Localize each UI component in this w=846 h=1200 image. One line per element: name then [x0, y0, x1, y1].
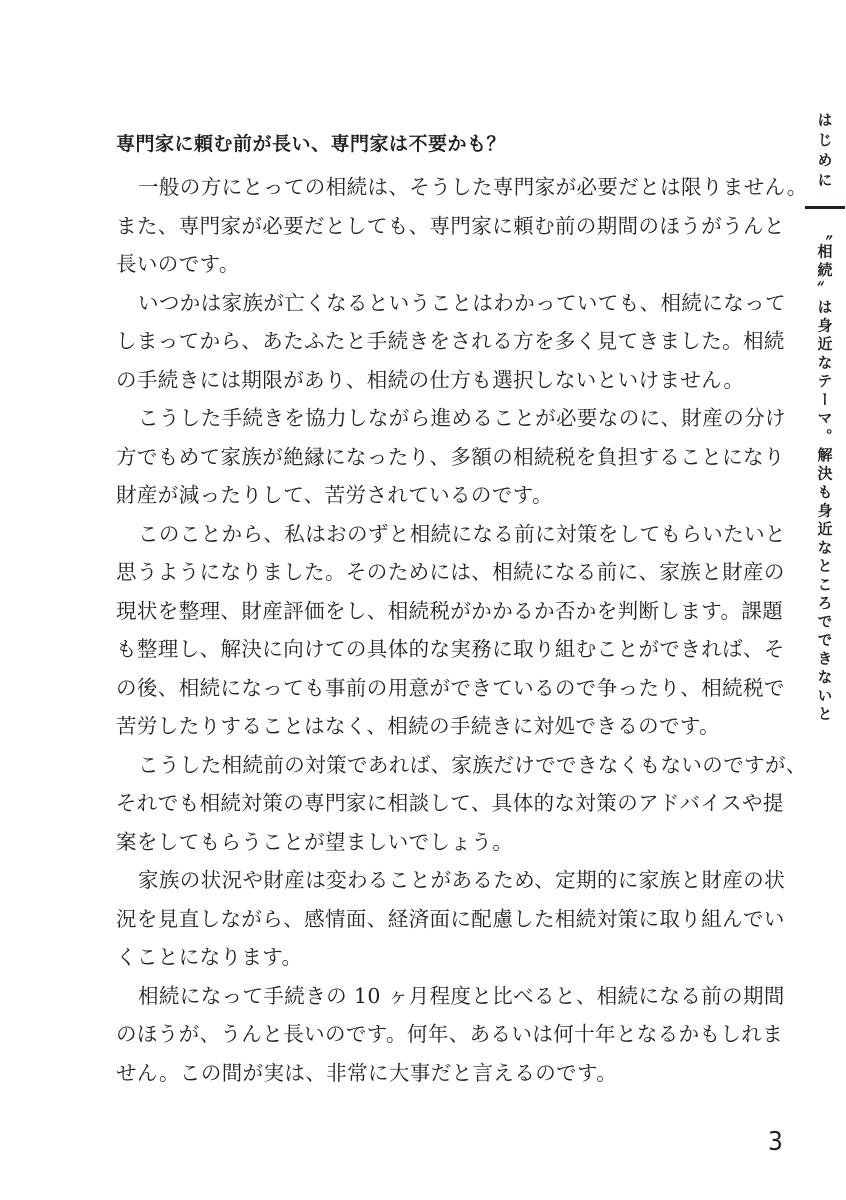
- text-line: のほうが、うんと長いのです。何年、あるいは何十年となるかもしれま: [116, 1022, 784, 1046]
- chapter-title: 〝相続〟は身近なテーマ。解決も身近なところでできないと: [815, 225, 834, 725]
- text-line: 相続になって手続きの 10 ヶ月程度と比べると、相続になる前の期間: [138, 983, 785, 1008]
- text-line: 一般の方にとっての相続は、そうした専門家が必要だとは限りません。: [138, 175, 808, 199]
- text-line: せん。この間が実は、非常に大事だと言えるのです。: [116, 1060, 618, 1085]
- paragraph: [116, 746, 807, 862]
- text-line: いつかは家族が亡くなるということはわかっていても、相続になって: [138, 290, 786, 315]
- text-line: 方でもめて家族が絶縁になったり、多額の相続税を負担することになり: [116, 444, 785, 469]
- text-line: こうした手続きを協力しながら進めることが必要なのに、財産の分け: [138, 406, 786, 430]
- text-line: 財産が減ったりして、苦労されているのです。: [116, 483, 553, 507]
- text-line: それでも相続対策の専門家に相談して、具体的な対策のアドバイスや提: [116, 791, 784, 815]
- text-line: このことから、私はおのずと相続になる前に対策をしてもらいたいと: [138, 521, 786, 546]
- page-body: [116, 126, 808, 1092]
- text-line: 況を見直しながら、感情面、経済面に配慮した相続対策に取り組んでい: [116, 906, 785, 931]
- paragraph: [116, 515, 786, 746]
- text-line: また、専門家が必要だとしても、専門家に頼む前の期間のほうがうんと: [116, 213, 785, 238]
- paragraph: [116, 284, 786, 400]
- text-line: の後、相続になっても事前の用意ができているので争ったり、相続税で: [116, 675, 785, 700]
- page-number: 3: [768, 1127, 783, 1157]
- section-label: はじめに: [815, 112, 834, 192]
- header-divider: [805, 206, 845, 209]
- text-line: 思うようになりました。そのためには、相続になる前に、家族と財産の: [116, 560, 785, 584]
- text-line: 案をしてもらうことが望ましいでしょう。: [116, 829, 514, 854]
- paragraph: [116, 977, 785, 1093]
- paragraph: [116, 399, 786, 515]
- text-line: 苦労したりすることはなく、相続の手続きに対処できるのです。: [116, 714, 721, 738]
- text-line: も整理し、解決に向けての具体的な実務に取り組むことができれば、そ: [116, 637, 785, 661]
- running-header: [805, 112, 845, 725]
- paragraph: [116, 168, 808, 284]
- text-line: しまってから、あたふたと手続きをされる方を多く見てきました。相続: [116, 329, 785, 353]
- text-line: の手続きには期限があり、相続の仕方も選択しないといけません。: [116, 367, 745, 392]
- text-line: くことになります。: [116, 945, 303, 969]
- text-line: 長いのです。: [116, 252, 240, 276]
- text-line: 家族の状況や財産は変わることがあるため、定期的に家族と財産の状: [138, 868, 786, 892]
- text-line: こうした相続前の対策であれば、家族だけでできなくもないのですが、: [138, 752, 807, 777]
- text-line: 現状を整理、財産評価をし、相続税がかかるか否かを判断します。課題: [116, 598, 784, 623]
- paragraph: [116, 861, 786, 977]
- section-heading: 専門家に頼む前が長い、専門家は不要かも？: [116, 133, 507, 155]
